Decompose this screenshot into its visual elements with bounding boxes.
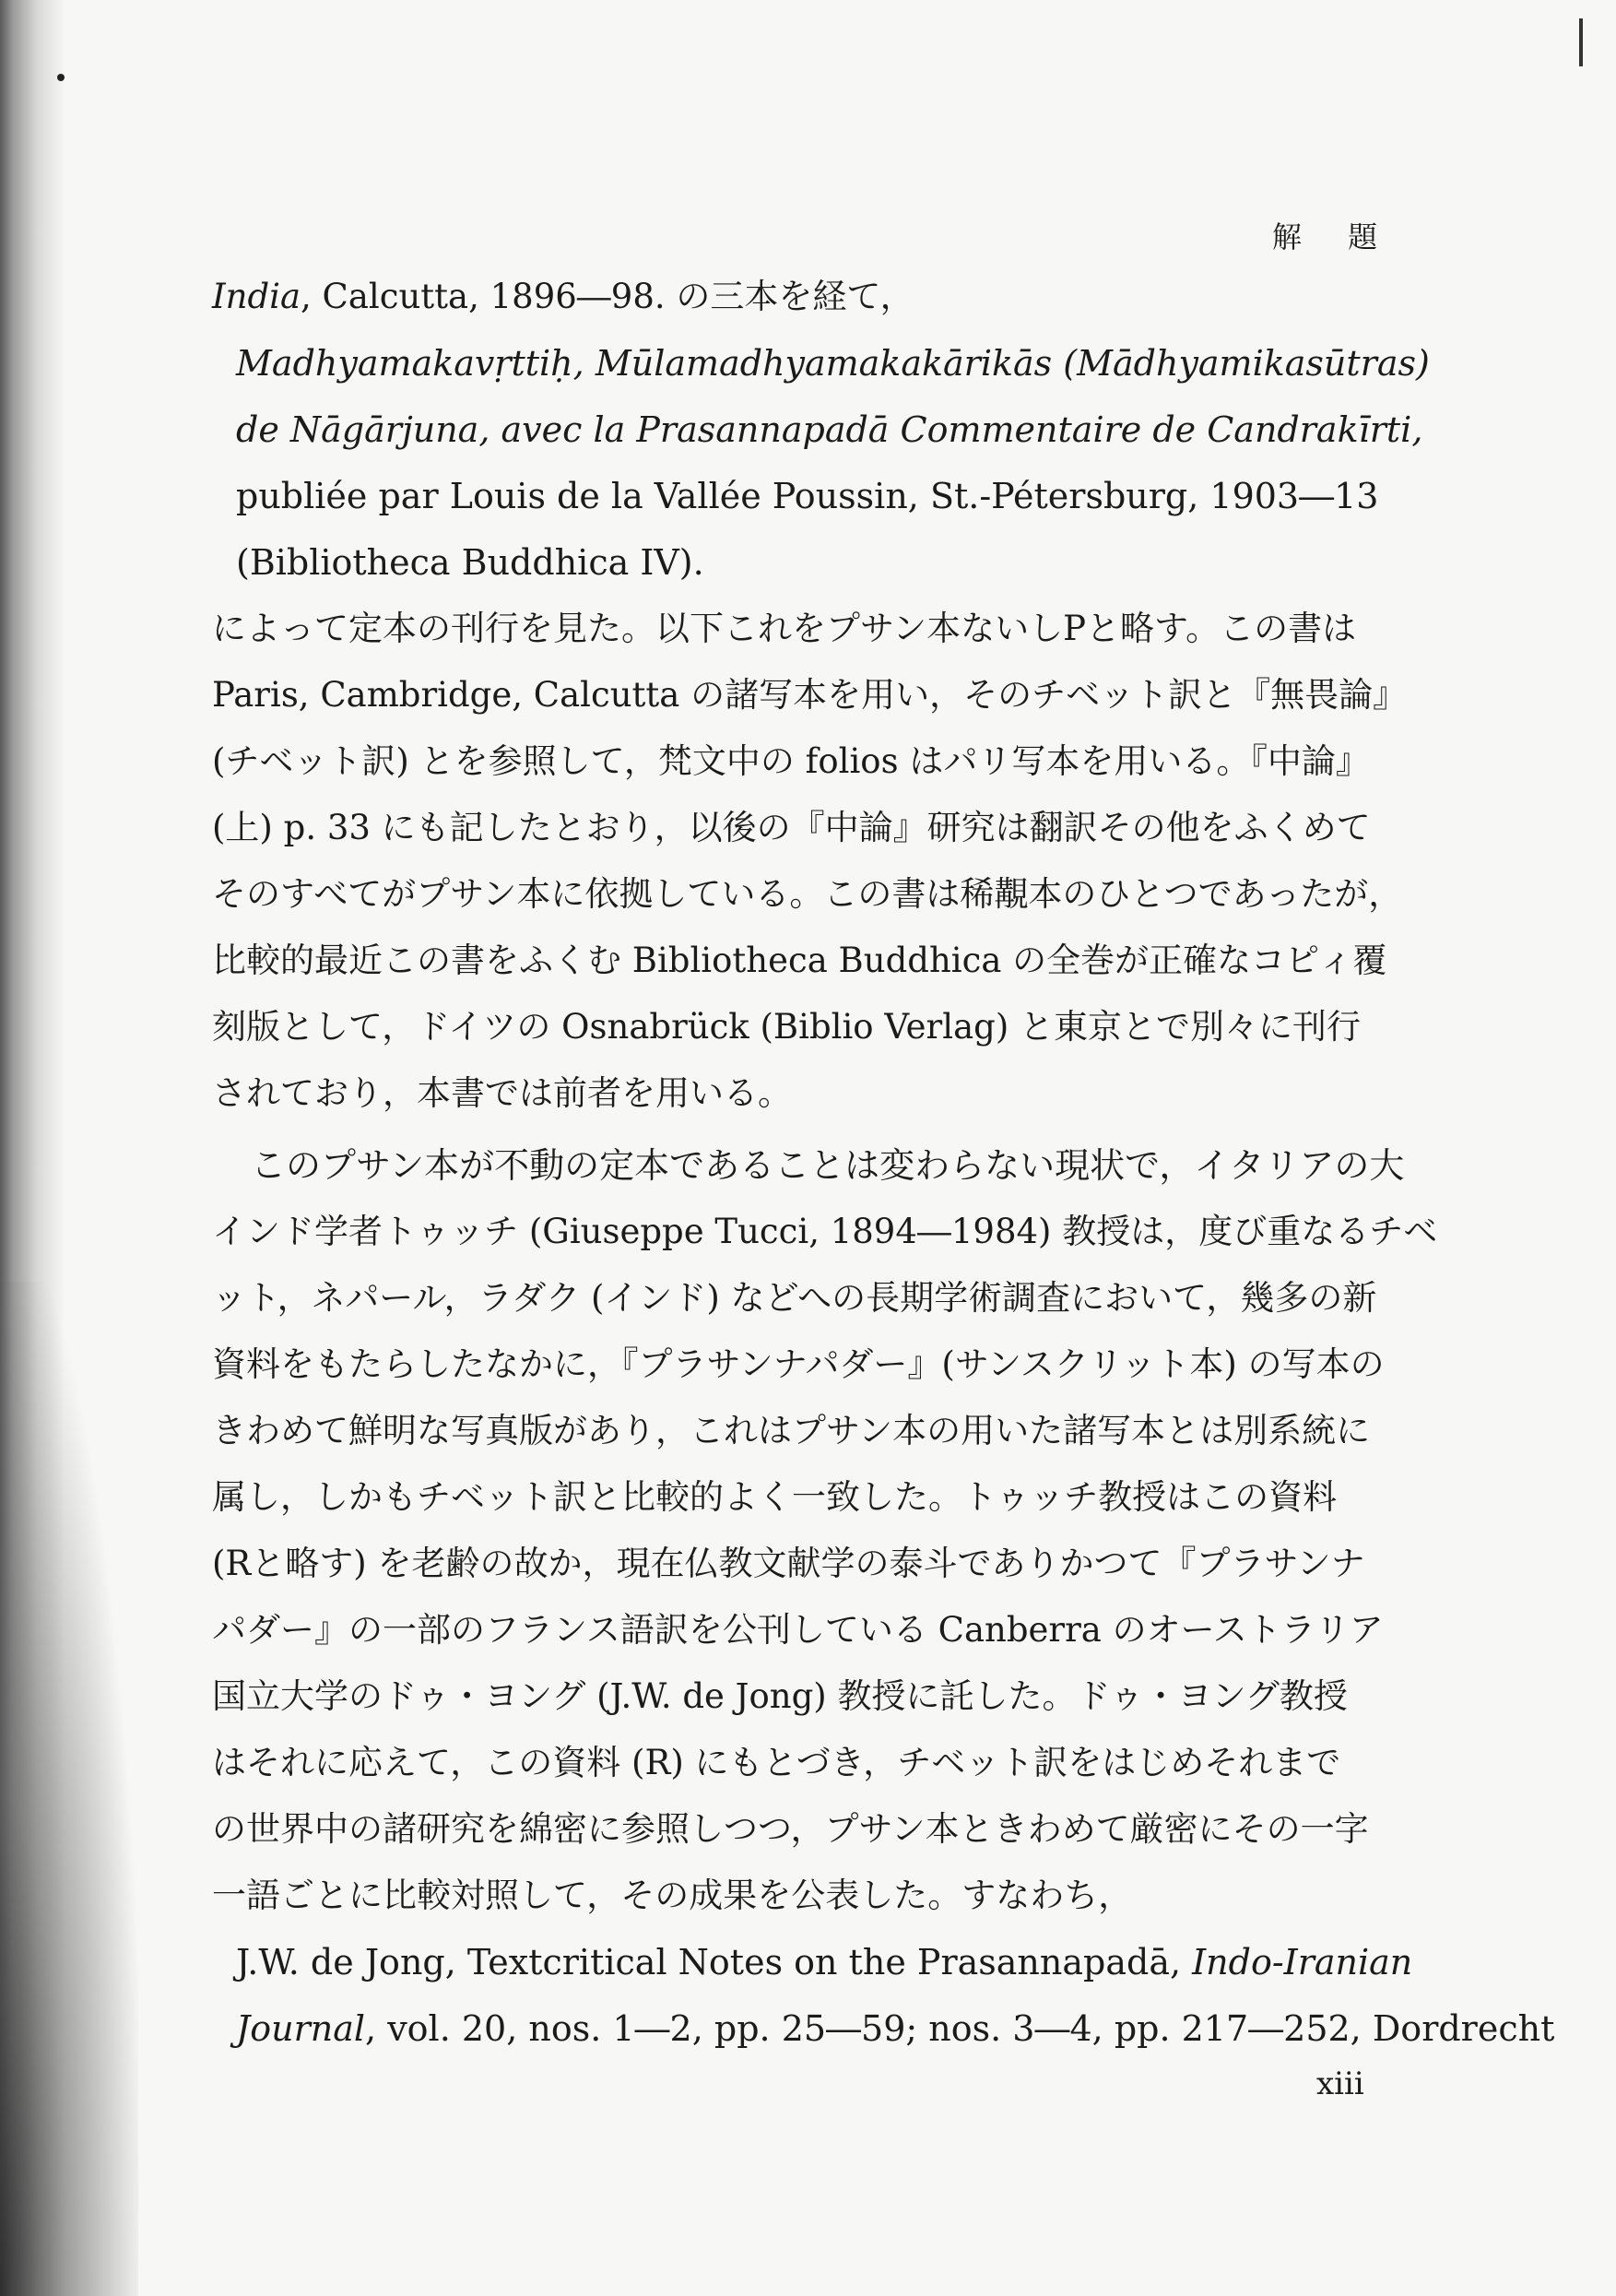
scan-mark [1579, 18, 1583, 66]
citation-line [236, 1942, 1412, 1982]
text-line: 比較的最近この書をふくむ Bibliotheca Buddhica の全巻が正確なコピィ覆 [212, 941, 1387, 980]
text-line: 国立大学のドゥ・ヨング (J.W. de Jong) 教授に託した。ドゥ・ヨング教授 [212, 1676, 1348, 1716]
india-italic: India [212, 277, 301, 316]
citation-rest: J.W. de Jong, Textcritical Notes on the Prasannapadā, [236, 1942, 1193, 1982]
text-line: Paris, Cambridge, Calcutta の諸写本を用い，そのチベット訳と『無畏論』 [212, 675, 1408, 715]
journal-italic: Indo-Iranian [1192, 1942, 1413, 1982]
section-title: 解 題 [1272, 219, 1397, 254]
text-line: 属し，しかもチベット訳と比較的よく一致した。トゥッチ教授はこの資料 [212, 1477, 1338, 1517]
text-line: パダー』の一部のフランス語訳を公刊している Canberra のオーストラリア [212, 1610, 1384, 1650]
text-line: そのすべてがプサン本に依拠している。この書は稀覯本のひとつであったが， [212, 874, 1403, 914]
scan-corner-shadow [0, 1282, 138, 2296]
text-line: の世界中の諸研究を綿密に参照しつつ，プサン本ときわめて厳密にその一字 [212, 1809, 1369, 1849]
text-line: (チベット訳) とを参照して，梵文中の folios はパリ写本を用いる。『中論』 [212, 741, 1370, 781]
text-line: ット，ネパール，ラダク (インド) などへの長期学術調査において，幾多の新 [212, 1278, 1377, 1318]
text-line: 一語ごとに比較対照して，その成果を公表した。すなわち， [212, 1876, 1133, 1915]
text-line: はそれに応えて，この資料 (R) にもとづき，チベット訳をはじめそれまで [212, 1743, 1341, 1782]
text-line: 刻版として，ドイツの Osnabrück (Biblio Verlag) と東京とで別々に刊行 [212, 1007, 1362, 1047]
journal-italic: Journal [236, 2008, 366, 2049]
text-line: 資料をもたらしたなかに，『プラサンナパダー』(サンスクリット本) の写本の [212, 1344, 1385, 1384]
text-line: (Rと略す) を老齢の故か，現在仏教文献学の泰斗でありかつて『プラサンナ [212, 1544, 1365, 1583]
page-number: xiii [1316, 2065, 1364, 2102]
citation-rest: , vol. 20, nos. 1―2, pp. 25―59; nos. 3―4, pp. 217―252, Dordrecht [365, 2008, 1555, 2049]
citation-line: Madhyamakavṛttiḥ, Mūlamadhyamakakārikās (Mādhyamikasūtras) [236, 343, 1430, 384]
citation-line: de Nāgārjuna, avec la Prasannapadā Commentaire de Candrakīrti, [236, 409, 1423, 450]
text-line: インド学者トゥッチ (Giuseppe Tucci, 1894―1984) 教授は，度び重なるチベ [212, 1212, 1438, 1251]
citation-line: publiée par Louis de la Vallée Poussin, St.-Pétersburg, 1903―13 [236, 476, 1379, 516]
text-line: されており，本書では前者を用いる。 [212, 1073, 792, 1113]
text-line: きわめて鮮明な写真版があり，これはプサン本の用いた諸写本とは別系統に [212, 1411, 1371, 1450]
text-line: によって定本の刊行を見た。以下これをプサン本ないしPと略す。この書は [212, 609, 1357, 648]
scan-dot [57, 74, 65, 81]
text-line: (上) p. 33 にも記したとおり，以後の『中論』研究は翻訳その他をふくめて [212, 808, 1371, 847]
paragraph-first-line: このプサン本が不動の定本であることは変わらない現状で，イタリアの大 [251, 1145, 1405, 1186]
citation-line [236, 2008, 1554, 2049]
citation-line: (Bibliotheca Buddhica IV). [236, 542, 704, 583]
text-line [212, 277, 914, 317]
line-rest: , Calcutta, 1896―98. の三本を経て， [301, 277, 914, 316]
